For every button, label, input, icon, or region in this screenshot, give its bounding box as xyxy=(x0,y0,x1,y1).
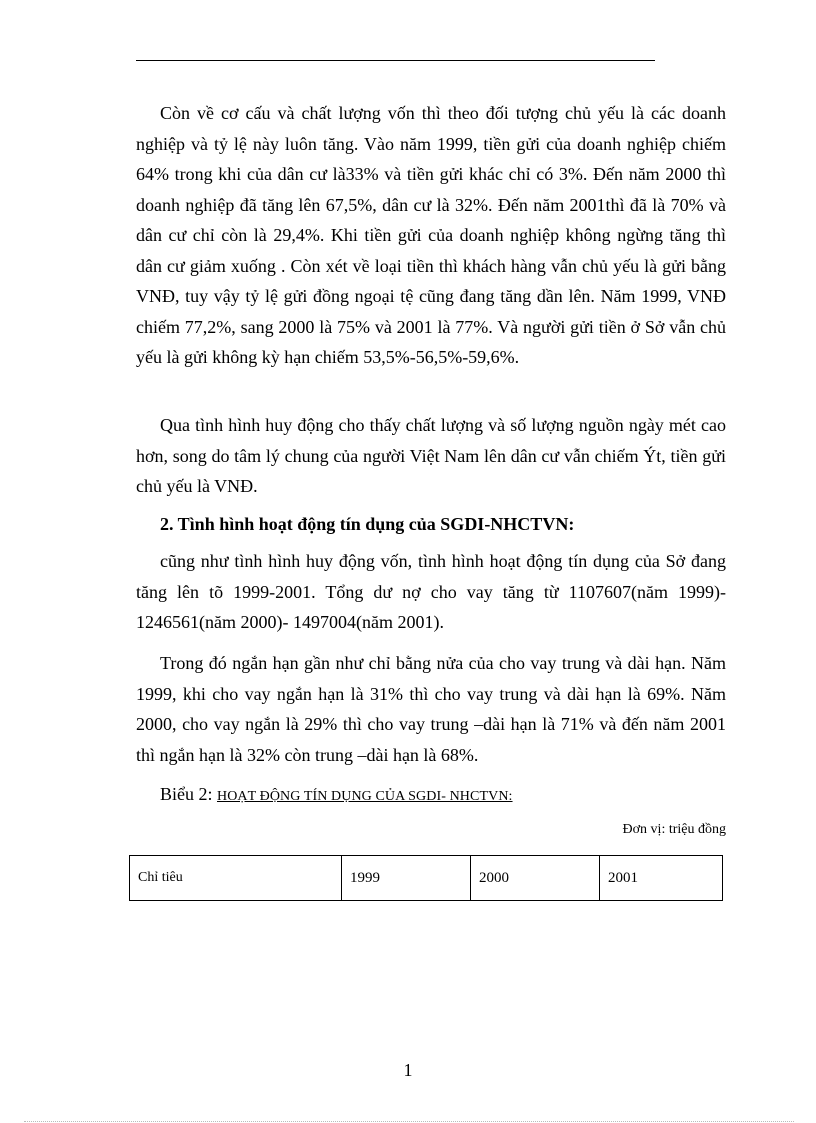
section-heading: 2. Tình hình hoạt động tín dụng của SGDI-NHCTVN: xyxy=(160,514,575,534)
header-rule xyxy=(136,60,655,61)
table-header-cell: 1999 xyxy=(342,856,471,901)
caption-title: HOẠT ĐỘNG TÍN DỤNG CỦA SGDI- NHCTVN: xyxy=(217,789,513,804)
paragraph-credit-overview: cũng như tình hình huy động vốn, tình hình hoạt động tín dụng của Sở đang tăng lên tõ 1999-2001. Tổng dư nợ cho vay tăng từ 1107607(năm 1999)- 1246561(năm 2000)- 1497004(năm 2001). xyxy=(136,551,726,632)
table-caption xyxy=(160,780,513,811)
table-header-cell: Chỉ tiêu xyxy=(130,856,342,901)
table-header-row xyxy=(130,856,723,901)
paragraph-loan-term-breakdown: Trong đó ngắn hạn gần như chỉ bằng nửa của cho vay trung và dài hạn. Năm 1999, khi cho vay ngắn hạn là 31% thì cho vay trung và dài hạn là 69%. Năm 2000, cho vay ngắn là 29% thì cho vay trung –dài hạn là 71% và đến năm 2001 thì ngắn hạn là 32% còn trung –dài hạn là 68%. xyxy=(136,653,726,765)
credit-table xyxy=(129,855,723,901)
table-header-cell: 2001 xyxy=(600,856,723,901)
unit-note: Đơn vị: triệu đồng xyxy=(622,822,726,837)
page-number: 1 xyxy=(403,1060,413,1080)
paragraph-mobilization-summary: Qua tình hình huy động cho thấy chất lượng và số lượng nguồn ngày mét cao hơn, song do tâm lý chung của người Việt Nam lên dân cư vẫn chiếm Ýt, tiền gửi chủ yếu là VNĐ. xyxy=(136,415,726,496)
table-header-cell: 2000 xyxy=(471,856,600,901)
caption-prefix: Biểu 2: xyxy=(160,784,217,804)
page-bottom-rule xyxy=(24,1121,794,1122)
paragraph-deposit-structure: Còn về cơ cấu và chất lượng vốn thì theo đối tượng chủ yếu là các doanh nghiệp và tỷ lệ này luôn tăng. Vào năm 1999, tiền gửi của doanh nghiệp chiếm 64% trong khi của dân cư là33% và tiền gửi khác chỉ có 3%. Đến năm 2000 thì doanh nghiệp đã tăng lên 67,5%, dân cư là 32%. Đến năm 2001thì đã là 70% và dân cư chỉ còn là 29,4%. Khi tiền gửi của doanh nghiệp không ngừng tăng thì dân cư giảm xuống . Còn xét về loại tiền thì khách hàng vẫn chủ yếu là gửi bằng VNĐ, tuy vậy tỷ lệ gửi đồng ngoại tệ cũng đang tăng dần lên. Năm 1999, VNĐ chiếm 77,2%, sang 2000 là 75% và 2001 là 77%. Và người gửi tiền ở Sở vẫn chủ yếu là gửi không kỳ hạn chiếm 53,5%-56,5%-59,6%. xyxy=(136,103,726,367)
